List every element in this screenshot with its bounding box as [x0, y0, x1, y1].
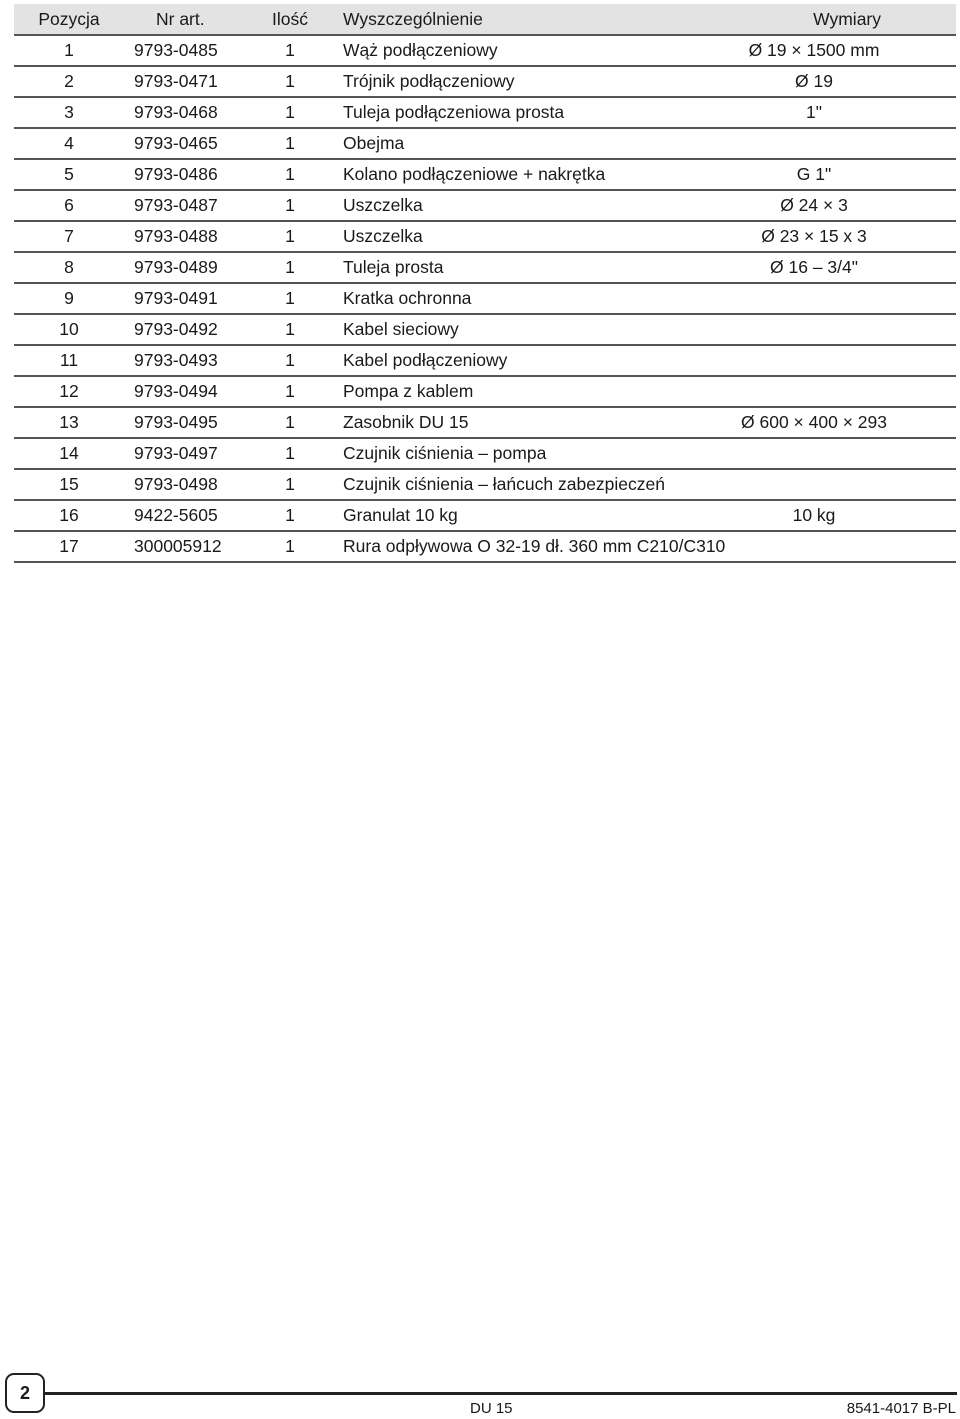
footer-doc-number: 8541-4017 B-PL: [846, 1400, 956, 1417]
cell-position: 7: [64, 226, 74, 246]
footer-model: DU 15: [470, 1400, 513, 1417]
cell-position: 12: [59, 381, 79, 401]
table-row: [14, 160, 956, 191]
table-row: [14, 98, 956, 129]
cell-position: 11: [59, 350, 79, 370]
table-body: [14, 36, 956, 563]
parts-table: [14, 4, 956, 563]
cell-article: 9793-0489: [134, 257, 218, 277]
table-row: [14, 315, 956, 346]
cell-position: 15: [59, 474, 79, 494]
page-number-badge: 2: [5, 1373, 45, 1413]
footer-rule: [43, 1392, 957, 1395]
cell-description: Trójnik podłączeniowy: [343, 71, 515, 91]
table-row: [14, 532, 956, 563]
cell-description: Tuleja podłączeniowa prosta: [343, 102, 565, 122]
header-position: Pozycja: [38, 8, 100, 29]
cell-dimensions: [684, 377, 944, 406]
cell-position: 6: [64, 195, 74, 215]
cell-dimensions: [684, 315, 944, 344]
cell-position: 16: [59, 505, 79, 525]
table-row: [14, 222, 956, 253]
cell-article: 9793-0492: [134, 319, 218, 339]
cell-position: 2: [64, 71, 74, 91]
cell-description: Uszczelka: [343, 226, 423, 246]
cell-description: Kabel podłączeniowy: [343, 350, 508, 370]
cell-position: 17: [59, 536, 79, 556]
table-row: [14, 470, 956, 501]
cell-quantity: 1: [285, 350, 295, 370]
table-row: [14, 129, 956, 160]
cell-dimensions: [684, 470, 944, 499]
cell-quantity: 1: [285, 443, 295, 463]
cell-position: 1: [64, 40, 74, 60]
cell-article: 300005912: [134, 536, 222, 556]
cell-description: Kabel sieciowy: [343, 319, 459, 339]
cell-quantity: 1: [285, 288, 295, 308]
cell-description: Zasobnik DU 15: [343, 412, 469, 432]
table-row: [14, 67, 956, 98]
cell-quantity: 1: [285, 474, 295, 494]
cell-quantity: 1: [285, 102, 295, 122]
table-row: [14, 253, 956, 284]
cell-dimensions: G 1": [796, 164, 832, 184]
page-footer: [0, 1370, 960, 1419]
cell-article: 9793-0495: [134, 412, 218, 432]
cell-dimensions: Ø 24 × 3: [780, 195, 848, 215]
cell-dimensions: [684, 129, 944, 158]
cell-article: 9793-0488: [134, 226, 218, 246]
cell-position: 5: [64, 164, 74, 184]
cell-quantity: 1: [285, 319, 295, 339]
cell-position: 9: [64, 288, 74, 308]
table-row: [14, 191, 956, 222]
cell-description: Czujnik ciśnienia – łańcuch zabezpieczeń: [343, 474, 665, 494]
table-header: [14, 4, 956, 36]
table-row: [14, 36, 956, 67]
header-description: Wyszczególnienie: [343, 8, 483, 29]
cell-quantity: 1: [285, 195, 295, 215]
cell-position: 3: [64, 102, 74, 122]
cell-quantity: 1: [285, 257, 295, 277]
cell-position: 14: [59, 443, 79, 463]
cell-article: 9793-0485: [134, 40, 218, 60]
cell-dimensions: Ø 19 × 1500 mm: [748, 40, 880, 60]
cell-article: 9793-0465: [134, 133, 218, 153]
cell-quantity: 1: [285, 536, 295, 556]
cell-description: Pompa z kablem: [343, 381, 474, 401]
cell-position: 10: [59, 319, 79, 339]
cell-article: 9793-0491: [134, 288, 218, 308]
cell-dimensions: Ø 600 × 400 × 293: [741, 412, 887, 432]
cell-description: Kratka ochronna: [343, 288, 472, 308]
table-row: [14, 501, 956, 532]
cell-dimensions: [684, 532, 944, 561]
cell-quantity: 1: [285, 412, 295, 432]
cell-quantity: 1: [285, 71, 295, 91]
header-article: Nr art.: [156, 8, 205, 29]
cell-article: 9793-0497: [134, 443, 218, 463]
cell-dimensions: Ø 19: [795, 71, 833, 91]
cell-dimensions: Ø 16 – 3/4": [770, 257, 858, 277]
cell-dimensions: Ø 23 × 15 x 3: [761, 226, 867, 246]
table-row: [14, 439, 956, 470]
cell-quantity: 1: [285, 226, 295, 246]
cell-article: 9793-0487: [134, 195, 218, 215]
cell-article: 9793-0468: [134, 102, 218, 122]
cell-quantity: 1: [285, 133, 295, 153]
cell-dimensions: [684, 346, 944, 375]
cell-description: Kolano podłączeniowe + nakrętka: [343, 164, 606, 184]
table-row: [14, 377, 956, 408]
cell-position: 4: [64, 133, 74, 153]
cell-article: 9793-0486: [134, 164, 218, 184]
cell-dimensions: 10 kg: [792, 505, 836, 525]
cell-dimensions: [684, 439, 944, 468]
cell-description: Uszczelka: [343, 195, 423, 215]
cell-dimensions: [684, 284, 944, 313]
cell-position: 13: [59, 412, 79, 432]
cell-dimensions: 1": [806, 102, 822, 122]
cell-description: Rura odpływowa O 32-19 dł. 360 mm C210/C310: [343, 536, 726, 556]
cell-article: 9422-5605: [134, 505, 218, 525]
table-row: [14, 346, 956, 377]
cell-quantity: 1: [285, 505, 295, 525]
table-row: [14, 408, 956, 439]
header-dimensions: Wymiary: [813, 8, 881, 29]
cell-quantity: 1: [285, 164, 295, 184]
cell-description: Wąż podłączeniowy: [343, 40, 498, 60]
cell-article: 9793-0494: [134, 381, 218, 401]
cell-description: Czujnik ciśnienia – pompa: [343, 443, 547, 463]
cell-description: Granulat 10 kg: [343, 505, 458, 525]
cell-article: 9793-0493: [134, 350, 218, 370]
table-row: [14, 284, 956, 315]
cell-position: 8: [64, 257, 74, 277]
header-quantity: Ilość: [272, 8, 308, 29]
cell-description: Obejma: [343, 133, 405, 153]
cell-quantity: 1: [285, 40, 295, 60]
cell-article: 9793-0471: [134, 71, 218, 91]
cell-article: 9793-0498: [134, 474, 218, 494]
cell-quantity: 1: [285, 381, 295, 401]
cell-description: Tuleja prosta: [343, 257, 444, 277]
